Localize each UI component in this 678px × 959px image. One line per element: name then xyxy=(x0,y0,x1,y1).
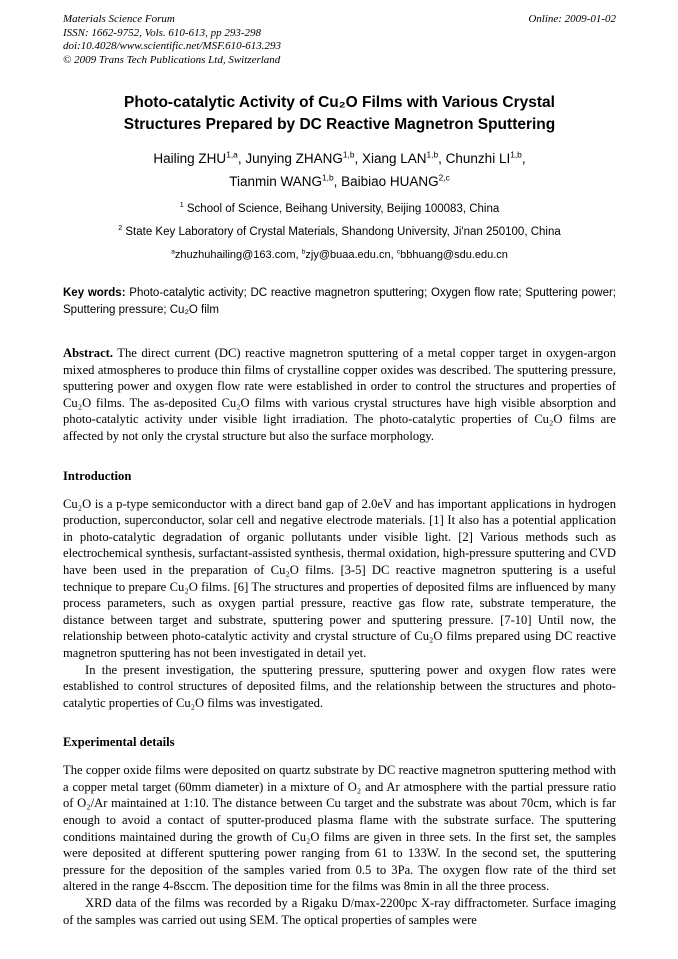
email-address: bbhuang@sdu.edu.cn xyxy=(400,249,508,261)
abstract-text: The direct current (DC) reactive magnetron sputtering of a metal copper target in oxygen-argon mixed atmospheres to produce thin films of crystalline copper oxides was described. The sputtering pressure, sputtering power and oxygen flow rate were established in order to control the structures and properties of Cu₂O films. The as-deposited Cu₂O films with various crystal structures have high visible absorption and photo-catalytic activity under visible light irradiation. The photo-catalytic properties of Cu₂O films are affected by not only the crystal structure but also the surface morphology. xyxy=(63,346,616,443)
online-date: Online: 2009-01-02 xyxy=(528,13,616,25)
author-affil-mark: 2,c xyxy=(438,172,450,183)
author-line-2 xyxy=(63,170,616,193)
email-address: zhuzhuhailing@163.com, xyxy=(174,249,302,261)
email-address: zjy@buaa.edu.cn, xyxy=(305,249,397,261)
keywords-label: Key words: xyxy=(63,287,126,299)
author: , Chunzhi LI xyxy=(438,151,511,166)
paper-title-line2: Structures Prepared by DC Reactive Magnetron Sputtering xyxy=(123,116,556,133)
author-line-1 xyxy=(63,147,616,170)
author: , Junying ZHANG xyxy=(237,151,343,166)
publication-info xyxy=(63,13,281,67)
copyright-line: © 2009 Trans Tech Publications Ltd, Switzerland xyxy=(63,53,281,66)
paper-title-line1: Photo-catalytic Activity of Cu₂O Films with Various Crystal xyxy=(124,94,555,111)
author-list xyxy=(63,147,616,193)
experimental-paragraph-1: The copper oxide films were deposited on quartz substrate by DC reactive magnetron sputtering method with a copper metal target (60mm diameter) in a mixture of O₂ and Ar atmosphere with the partial pressure ratio of O₂/Ar maintained at 1:10. The distance between Cu target and the substrate was about 70cm, which is far enough to avoid a contact of sputter-produced plasma flame with the substrate surface. The sputtering conditions maintained during the growth of Cu₂O films are given in three sets. In the first set, the samples were deposited at different sputtering power ranging from 61 to 133W. In the second set, the sputtering pressure for the deposition of the samples varied from 0.5 to 3Pa. The oxygen flow rate of the third set altered in the range 4-8sccm. The deposition time for the films was 8min in all the three process. xyxy=(63,763,616,894)
section-heading-introduction: Introduction xyxy=(63,468,132,483)
introduction-paragraph-1: Cu₂O is a p-type semiconductor with a direct band gap of 2.0eV and has important applications in hydrogen production, superconductor, solar cell and negative electrode materials. [1] It also has a potential application in photo-catalytic degradation of organic pollutants under visible light. [2] Various methods such as electrochemical synthesis, surfactant-assisted synthesis, thermal oxidation, high-pressure sputtering and CVD have been used in the preparation of Cu₂O films. [3-5] DC reactive magnetron sputtering is a useful technique to prepare Cu₂O films. [6] The structures and properties of deposited films are influenced by many process parameters, such as oxygen partial pressure, reactive gas flow rate, substrate temperature, the distance between target and substrate, sputtering power and sputtering pressure. [7-10] Until now, the relationship between photo-catalytic activity and crystal structure of Cu₂O films prepared using DC reactive magnetron sputtering has not been investigated in detail yet. xyxy=(63,496,616,660)
author: , Xiang LAN xyxy=(354,151,427,166)
section-heading-experimental-details: Experimental details xyxy=(63,735,175,750)
paper-title xyxy=(63,92,616,136)
doi-line: doi:10.4028/www.scientific.net/MSF.610-613.293 xyxy=(63,40,282,52)
author-affil-mark: 1,b xyxy=(426,149,439,160)
publication-header xyxy=(63,13,616,67)
affiliation-2 xyxy=(63,225,616,239)
email-mark: a xyxy=(171,248,175,256)
author-affil-mark: 1,b xyxy=(321,172,334,183)
email-mark: c xyxy=(396,248,401,256)
affiliation-text: State Key Laboratory of Crystal Materials, Shandong University, Ji'nan 250100, China xyxy=(122,226,561,238)
author-affil-mark: 1,b xyxy=(510,149,522,160)
introduction-paragraph-2: In the present investigation, the sputtering pressure, sputtering power and oxygen flow rates were established to control structures of deposited films, and the relationship between the structures and photo-catalytic properties of Cu₂O films was investigated. xyxy=(63,662,616,710)
issn-line: ISSN: 1662-9752, Vols. 610-613, pp 293-298 xyxy=(63,26,261,39)
author-affil-mark: 1,b xyxy=(342,149,355,160)
author-line-tail: , xyxy=(521,151,526,166)
email-mark: b xyxy=(301,248,306,256)
author-affil-mark: 1,a xyxy=(226,149,238,160)
author: Tianmin WANG xyxy=(229,174,322,189)
keywords-block xyxy=(63,285,616,319)
abstract-label: Abstract. xyxy=(63,346,114,360)
experimental-paragraph-2: XRD data of the films was recorded by a Rigaku D/max-2200pc X-ray diffractometer. Surface imaging of the samples was carried out using SEM. The optical properties of samples were xyxy=(63,896,616,927)
affiliation-mark: 1 xyxy=(179,201,184,210)
affiliation-text: School of Science, Beihang University, Beijing 100083, China xyxy=(183,203,500,215)
author-emails xyxy=(63,248,616,262)
keywords-text: Photo-catalytic activity; DC reactive magnetron sputtering; Oxygen flow rate; Sputtering power; Sputtering pressure; Cu₂O film xyxy=(63,287,616,316)
abstract-paragraph xyxy=(63,345,616,445)
journal-name: Materials Science Forum xyxy=(63,13,175,25)
affiliation-1 xyxy=(63,202,616,216)
affiliation-mark: 2 xyxy=(118,224,123,233)
author: Hailing ZHU xyxy=(153,151,227,166)
author: , Baibiao HUANG xyxy=(333,174,439,189)
